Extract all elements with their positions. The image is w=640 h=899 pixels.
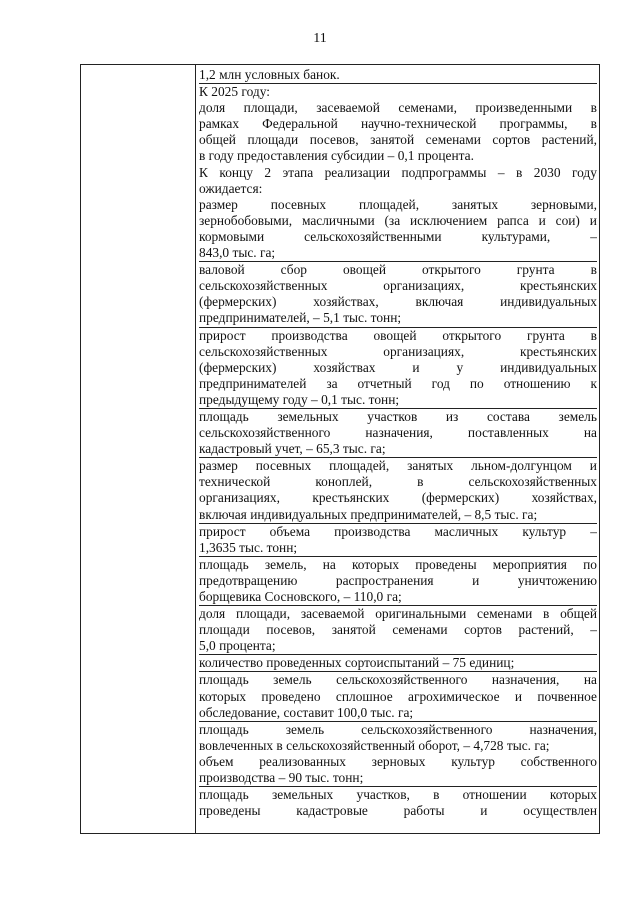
text-line: 5,0 процента; (199, 638, 276, 654)
text-line: кадастровый учет, – 65,3 тыс. га; (199, 441, 386, 457)
text-line: организациях, крестьянских (фермерских) хозяйствах, (199, 490, 597, 506)
text-line: вовлеченных в сельскохозяйственный оборот, – 4,728 тыс. га; (199, 737, 550, 753)
paragraph (199, 458, 597, 522)
text-line: (фермерских) хозяйствах, включая индивидуальных (199, 294, 597, 310)
text-line: производства – 90 тыс. тонн; (199, 770, 364, 786)
text-line: количество проведенных сортоиспытаний – 75 единиц; (199, 655, 515, 671)
table-content-cell (199, 67, 597, 819)
text-line: размер посевных площадей, занятых льном-долгунцом и (199, 458, 597, 474)
text-line: К концу 2 этапа реализации подпрограммы – в 2030 году (199, 164, 597, 180)
text-line: в году предоставления субсидии – 0,1 процента. (199, 148, 474, 164)
text-line: объем реализованных зерновых культур собственного (199, 753, 597, 769)
text-line: кормовыми сельскохозяйственными культурами, – (199, 228, 597, 244)
paragraph (199, 262, 597, 326)
paragraph (199, 67, 597, 83)
paragraph (199, 557, 597, 605)
text-line: 1,2 млн условных банок. (199, 67, 340, 82)
text-line: сельскохозяйственных организациях, крестьянских (199, 278, 597, 294)
paragraph (199, 722, 597, 786)
text-line: проведены кадастровые работы и осуществлен (199, 803, 597, 819)
text-line: К 2025 году: (199, 84, 270, 100)
text-line: 1,3635 тыс. тонн; (199, 539, 298, 555)
text-line: площадь земельных участков, в отношении которых (199, 787, 597, 803)
text-line: общей площади посевов, занятой семенами сортов растений, (199, 132, 597, 148)
paragraph (199, 84, 597, 261)
text-line: предыдущему году – 0,1 тыс. тонн; (199, 391, 400, 407)
paragraph (199, 787, 597, 819)
paragraph (199, 409, 597, 457)
text-line: предпринимателей за отчетный год по отношению к (199, 375, 597, 391)
text-line: предотвращению распространения и уничтожению (199, 572, 597, 588)
text-line: размер посевных площадей, занятых зерновыми, (199, 196, 597, 212)
text-line: сельскохозяйственных организациях, крестьянских (199, 343, 597, 359)
text-line: площадь земель сельскохозяйственного назначения, (199, 721, 597, 737)
text-line: которых проведено сплошное агрохимическое и почвенное (199, 688, 597, 704)
text-line: валовой сбор овощей открытого грунта в (199, 262, 597, 278)
text-line: 843,0 тыс. га; (199, 245, 276, 261)
text-line: площади посевов, занятой семенами сортов растений, – (199, 622, 597, 638)
text-line: доля площади, засеваемой семенами, произведенными в (199, 100, 597, 116)
text-line: технической коноплей, в сельскохозяйственных (199, 474, 597, 490)
paragraph (199, 655, 597, 671)
text-line: ожидается: (199, 180, 263, 196)
text-line: обследование, составит 100,0 тыс. га; (199, 704, 414, 720)
paragraph (199, 606, 597, 654)
text-line: зернобобовыми, масличными (за исключением рапса и сои) и (199, 212, 597, 228)
paragraph (199, 524, 597, 556)
text-line: площадь земель сельскохозяйственного назначения, на (199, 672, 597, 688)
text-line: площадь земельных участков из состава земель (199, 408, 597, 424)
text-line: площадь земель, на которых проведены мероприятия по (199, 556, 597, 572)
text-line: прирост объема производства масличных культур – (199, 523, 597, 539)
text-line: рамках Федеральной научно-технической программы, в (199, 116, 597, 132)
text-line: прирост производства овощей открытого грунта в (199, 327, 597, 343)
document-table (80, 64, 600, 834)
text-line: (фермерских) хозяйствах и у индивидуальных (199, 359, 597, 375)
text-line: предпринимателей, – 5,1 тыс. тонн; (199, 310, 402, 326)
column-divider (195, 65, 196, 833)
paragraph (199, 672, 597, 720)
text-line: борщевика Сосновского, – 110,0 га; (199, 589, 402, 604)
text-line: доля площади, засеваемой оригинальными семенами в общей (199, 606, 597, 622)
page-number: 11 (313, 31, 327, 46)
text-line: сельскохозяйственного назначения, поставленных на (199, 425, 597, 441)
paragraph (199, 328, 597, 408)
text-line: включая индивидуальных предпринимателей, – 8,5 тыс. га; (199, 506, 538, 522)
